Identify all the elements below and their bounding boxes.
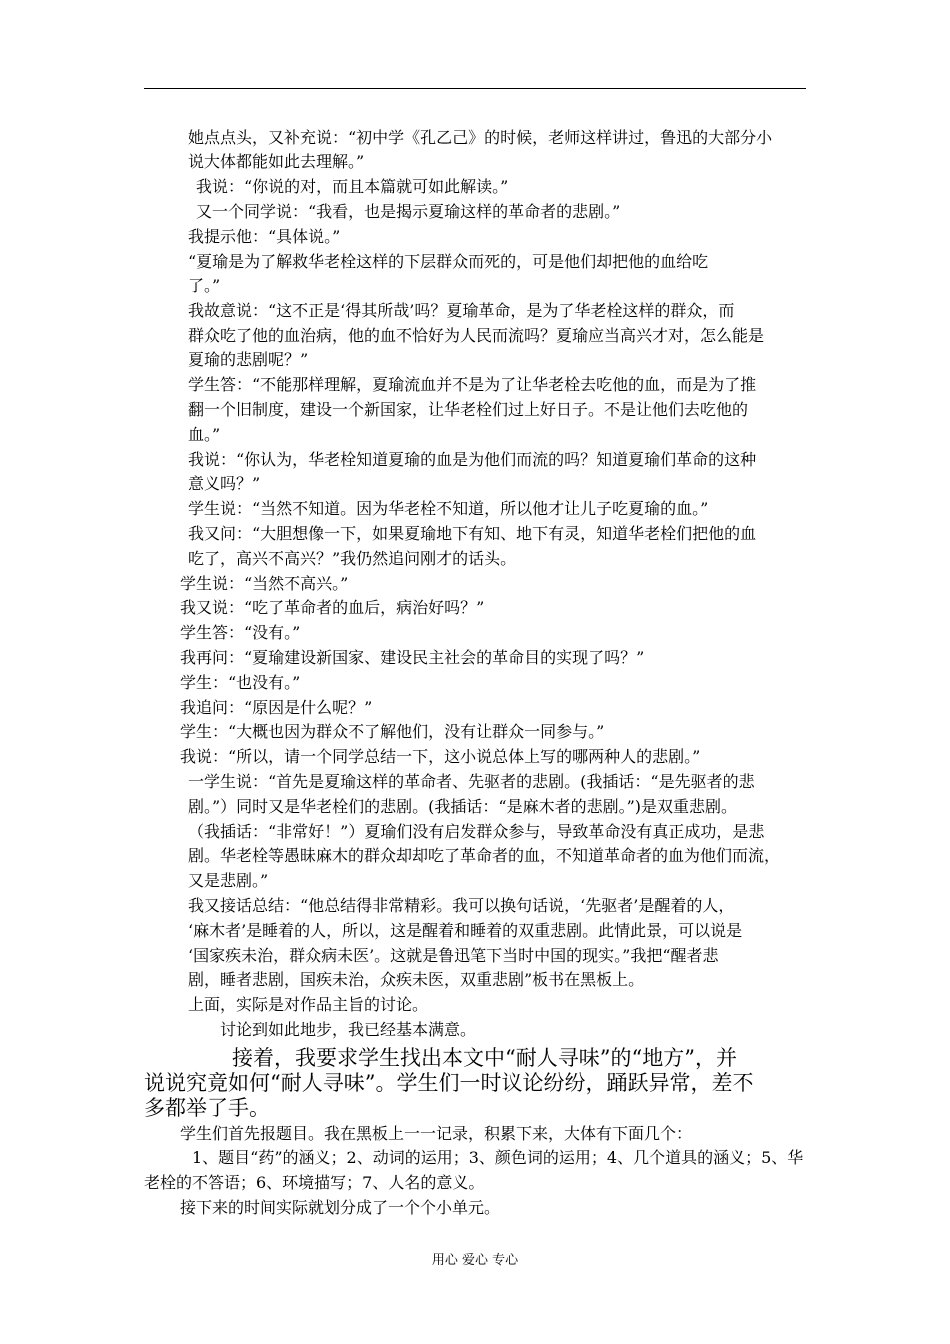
text-line: 剧，睡者悲剧，国疾未治，众疾未医，双重悲剧”板书在黑板上。 bbox=[188, 970, 645, 989]
text-line: 血。” bbox=[188, 425, 221, 444]
text-line: 意义吗？” bbox=[188, 474, 261, 493]
text-line: 剧。”）同时又是华老栓们的悲剧。(我插话：“是麻木者的悲剧。”)是双重悲剧。 bbox=[188, 797, 738, 816]
text-line: 我说：“你认为，华老栓知道夏瑜的血是为他们而流的吗？知道夏瑜们革命的这种 bbox=[188, 450, 757, 469]
emphasis-line: 多都举了手。 bbox=[144, 1096, 270, 1120]
text-line: ‘国家疾未治，群众病未医’。这就是鲁迅笔下当时中国的现实。”我把“醒者悲 bbox=[188, 946, 719, 965]
text-line: 又一个同学说：“我看，也是揭示夏瑜这样的革命者的悲剧。” bbox=[196, 202, 621, 221]
text-line: 学生答：“没有。” bbox=[180, 623, 301, 642]
text-line: 吃了，高兴不高兴？”我仍然追问刚才的话头。 bbox=[188, 549, 517, 568]
text-line: 我说：“所以，请一个同学总结一下，这小说总体上写的哪两种人的悲剧。” bbox=[180, 747, 701, 766]
text-line: 群众吃了他的血治病，他的血不恰好为人民而流吗？夏瑜应当高兴才对，怎么能是 bbox=[188, 326, 765, 345]
text-line: ‘麻木者’是睡着的人，所以，这是醒着和睡着的双重悲剧。此情此景，可以说是 bbox=[188, 921, 743, 940]
text-line: （我插话：“非常好！”）夏瑜们没有启发群众参与，导致革命没有真正成功，是悲 bbox=[188, 822, 765, 841]
text-line: 接下来的时间实际就划分成了一个个小单元。 bbox=[180, 1198, 501, 1217]
text-line: 翻一个旧制度，建设一个新国家，让华老栓们过上好日子。不是让他们去吃他的 bbox=[188, 400, 749, 419]
header-rule bbox=[144, 88, 806, 89]
text-line: 我追问：“原因是什么呢？” bbox=[180, 698, 373, 717]
text-line: 我又问：“大胆想像一下，如果夏瑜地下有知、地下有灵，知道华老栓们把他的血 bbox=[188, 524, 757, 543]
text-line: 一学生说：“首先是夏瑜这样的革命者、先驱者的悲剧。(我插话：“是先驱者的悲 bbox=[188, 772, 755, 791]
text-line: “夏瑜是为了解救华老栓这样的下层群众而死的，可是他们却把他的血给吃 bbox=[188, 252, 709, 271]
text-line: 又是悲剧。” bbox=[188, 871, 269, 890]
text-line: 说大体都能如此去理解。” bbox=[188, 152, 365, 171]
text-line: 我提示他：“具体说。” bbox=[188, 227, 341, 246]
text-line: 了。” bbox=[188, 276, 221, 295]
text-line: 我又说：“吃了革命者的血后，病治好吗？” bbox=[180, 598, 485, 617]
text-line: 她点点头，又补充说：“初中学《孔乙己》的时候，老师这样讲过，鲁迅的大部分小 bbox=[188, 128, 773, 147]
text-line: 学生答：“不能那样理解，夏瑜流血并不是为了让华老栓去吃他的血，而是为了推 bbox=[188, 375, 757, 394]
text-line: 讨论到如此地步，我已经基本满意。 bbox=[220, 1020, 477, 1039]
text-line: 学生：“也没有。” bbox=[180, 673, 301, 692]
text-line: 上面，实际是对作品主旨的讨论。 bbox=[188, 995, 429, 1014]
text-line: 老栓的不答语；6、环境描写；7、人名的意义。 bbox=[144, 1173, 485, 1192]
text-line: 我故意说：“这不正是‘得其所哉’吗？夏瑜革命，是为了华老栓这样的群众，而 bbox=[188, 301, 735, 320]
text-line: 我说：“你说的对，而且本篇就可如此解读。” bbox=[196, 177, 509, 196]
emphasis-line: 说说究竟如何“耐人寻味”。学生们一时议论纷纷，踊跃异常，差不 bbox=[144, 1071, 754, 1095]
text-line: 夏瑜的悲剧呢？” bbox=[188, 350, 309, 369]
text-line: 我再问：“夏瑜建设新国家、建设民主社会的革命目的实现了吗？” bbox=[180, 648, 645, 667]
text-line: 学生：“大概也因为群众不了解他们，没有让群众一同参与。” bbox=[180, 722, 605, 741]
text-line: 学生们首先报题目。我在黑板上一一记录，积累下来，大体有下面几个： bbox=[180, 1124, 693, 1143]
text-line: 学生说：“当然不知道。因为华老栓不知道，所以他才让儿子吃夏瑜的血。” bbox=[188, 499, 709, 518]
text-line: 学生说：“当然不高兴。” bbox=[180, 574, 349, 593]
text-line: 我又接话总结：“他总结得非常精彩。我可以换句话说，‘先驱者’是醒着的人， bbox=[188, 896, 735, 915]
text-line: 1、题目“药”的涵义；2、动词的运用；3、颜色词的运用；4、几个道具的涵义；5、华 bbox=[192, 1148, 804, 1167]
page-footer: 用心 爱心 专心 bbox=[431, 1253, 519, 1268]
emphasis-line: 接着，我要求学生找出本文中“耐人寻味”的“地方”，并 bbox=[232, 1046, 737, 1070]
text-line: 剧。华老栓等愚昧麻木的群众却却吃了革命者的血，不知道革命者的血为他们而流， bbox=[188, 846, 781, 865]
